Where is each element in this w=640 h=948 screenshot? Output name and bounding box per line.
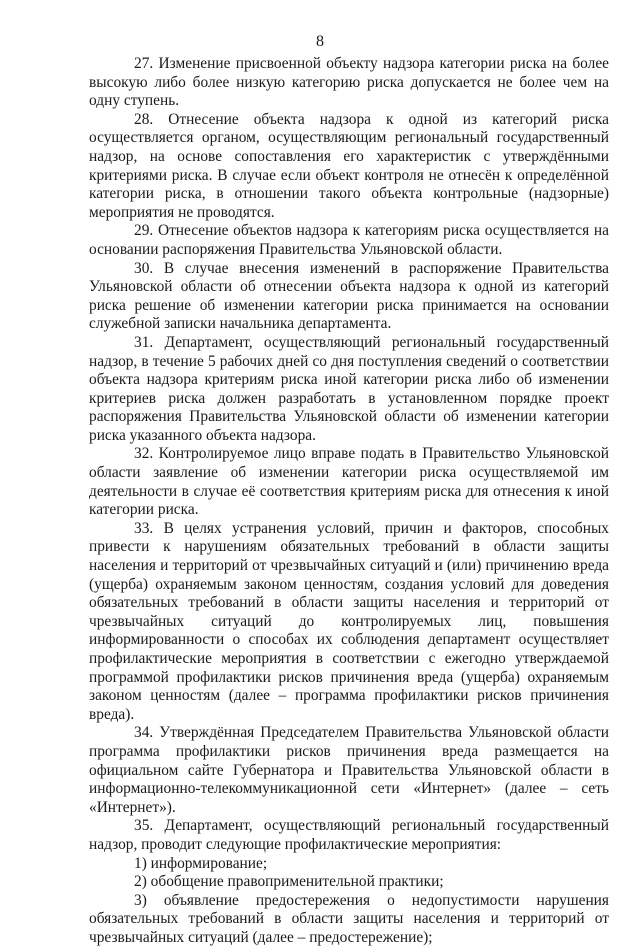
paragraph-27: 27. Изменение присвоенной объекту надзора категории риска на более высокую либо более низкую категорию риска допускается не более чем на одну ступень. xyxy=(89,55,609,110)
paragraph-35: 35. Департамент, осуществляющий региональный государственный надзор, проводит следующие профилактические мероприятия: xyxy=(89,817,609,853)
paragraph-32: 32. Контролируемое лицо вправе подать в Правительство Ульяновской области заявление об изменении категории риска осуществляемой им деятельности в случае её соответствия критериям риска для отнесения к иной категории риска. xyxy=(89,445,609,519)
list-item-1: 1) информирование; xyxy=(134,854,268,872)
paragraph-29: 29. Отнесение объектов надзора к категориям риска осуществляется на основании распоряжения Правительства Ульяновской области. xyxy=(89,222,609,258)
list-item-2: 2) обобщение правоприменительной практики; xyxy=(134,873,444,891)
paragraph-33: 33. В целях устранения условий, причин и факторов, способных привести к нарушениям обязательных требований в области защиты населения и территорий от чрезвычайных ситуаций и (или) причинению вреда (ущерба) охраняемым законом ценностям, создания условий для доведения обязательных требований в области защиты населения и территорий от чрезвычайных ситуаций до контролируемых лиц, повышения информированности о способах их соблюдения департамент осуществляет профилактические мероприятия в соответствии с ежегодно утверждаемой программой профилактики рисков причинения вреда (ущерба) охраняемым законом ценностям (далее – программа профилактики рисков причинения вреда). xyxy=(89,519,609,723)
page-number: 8 xyxy=(316,33,324,50)
paragraph-28: 28. Отнесение объекта надзора к одной из категорий риска осуществляется органом, осуществляющим региональный государственный надзор, на основе сопоставления его характеристик с утверждёнными критериями риска. В случае если объект контроля не отнесён к определённой категории риска, в отношении такого объекта контрольные (надзорные) мероприятия не проводятся. xyxy=(89,110,609,221)
paragraph-30: 30. В случае внесения изменений в распоряжение Правительства Ульяновской области об отнесении объекта надзора к одной из категорий риска решение об изменении категории риска принимается на основании служебной записки начальника департамента. xyxy=(89,259,609,333)
paragraph-31: 31. Департамент, осуществляющий региональный государственный надзор, в течение 5 рабочих дней со дня поступления сведений о соответствии объекта надзора критериям риска иной категории риска либо об изменении критериев риска должен разработать в установленном порядке проект распоряжения Правительства Ульяновской области об изменении категории риска указанного объекта надзора. xyxy=(89,333,609,444)
list-item-3: 3) объявление предостережения о недопустимости нарушения обязательных требований в области защиты населения и территорий от чрезвычайных ситуаций (далее – предостережение); xyxy=(89,891,609,946)
paragraph-34: 34. Утверждённая Председателем Правительства Ульяновской области программа профилактики рисков причинения вреда размещается на официальном сайте Губернатора и Правительства Ульяновской области в информационно-телекоммуникационной сети «Интернет» (далее – сеть «Интернет»). xyxy=(89,724,609,816)
document-body xyxy=(89,55,609,948)
